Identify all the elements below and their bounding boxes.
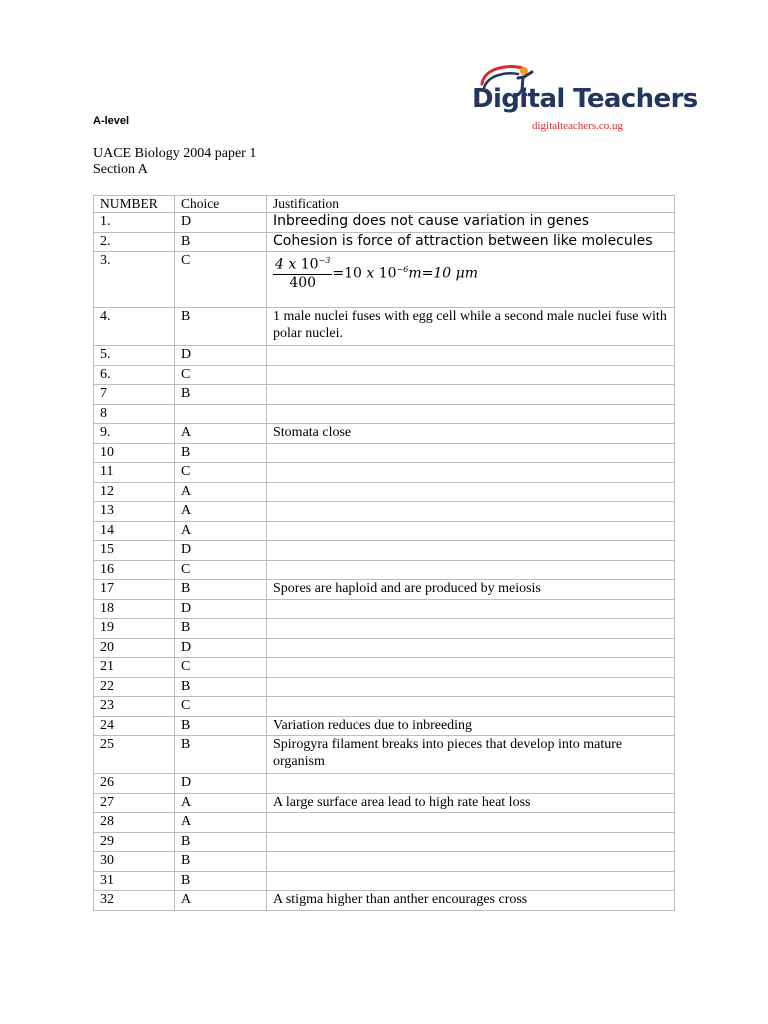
row-justification [267,774,675,794]
row-number: 30 [94,852,175,872]
table-header-row [94,196,675,213]
row-justification: Stomata close [267,424,675,444]
table-row [94,463,675,483]
table-row [94,774,675,794]
row-number: 6. [94,365,175,385]
row-number: 14 [94,521,175,541]
row-number: 12 [94,482,175,502]
row-choice: B [175,832,267,852]
row-justification [267,813,675,833]
table-row [94,232,675,252]
row-choice: C [175,463,267,483]
row-choice: B [175,852,267,872]
row-number: 9. [94,424,175,444]
table-row [94,404,675,424]
row-choice: A [175,424,267,444]
row-justification [267,599,675,619]
table-row [94,252,675,308]
table-row [94,385,675,405]
row-justification [267,619,675,639]
row-number: 23 [94,697,175,717]
row-justification [267,677,675,697]
table-row [94,832,675,852]
row-number: 29 [94,832,175,852]
row-number: 18 [94,599,175,619]
row-choice [175,404,267,424]
answers-body [94,213,675,911]
row-choice: B [175,385,267,405]
document-title [93,146,256,178]
row-justification [267,365,675,385]
table-row [94,677,675,697]
row-number: 28 [94,813,175,833]
row-justification [267,443,675,463]
table-row [94,424,675,444]
table-row [94,541,675,561]
row-justification: Variation reduces due to inbreeding [267,716,675,736]
row-number: 27 [94,793,175,813]
table-row [94,521,675,541]
table-row [94,443,675,463]
row-choice: B [175,580,267,600]
header-choice: Choice [175,196,267,213]
row-justification [267,482,675,502]
row-number: 17 [94,580,175,600]
table-row [94,736,675,774]
row-justification [267,871,675,891]
level-label: A-level [93,115,130,127]
table-row [94,346,675,366]
table-row [94,716,675,736]
table-row [94,599,675,619]
row-justification [267,658,675,678]
table-row [94,560,675,580]
table-row [94,852,675,872]
row-choice: A [175,891,267,911]
formula-numerator: 4 x $10^{-3}$ [273,252,332,275]
row-choice: A [175,502,267,522]
row-choice: D [175,346,267,366]
row-choice: B [175,716,267,736]
row-number: 11 [94,463,175,483]
row-justification [267,697,675,717]
row-justification [267,852,675,872]
row-number: 16 [94,560,175,580]
table-row [94,580,675,600]
row-justification: Spores are haploid and are produced by meiosis [267,580,675,600]
row-choice: C [175,365,267,385]
row-choice: C [175,560,267,580]
row-justification: A stigma higher than anther encourages cross [267,891,675,911]
row-justification [267,832,675,852]
row-justification: Spirogyra filament breaks into pieces that develop into mature organism [267,736,675,774]
row-choice: B [175,871,267,891]
row-number: 2. [94,232,175,252]
table-row [94,697,675,717]
table-row [94,871,675,891]
row-number: 19 [94,619,175,639]
row-justification [267,385,675,405]
row-justification: 1 male nuclei fuses with egg cell while a second male nuclei fuse with polar nuclei. [267,308,675,346]
row-justification [267,560,675,580]
row-choice: A [175,813,267,833]
table-row [94,213,675,233]
row-number: 10 [94,443,175,463]
header-number: NUMBER [94,196,175,213]
title-line-2: Section A [93,162,148,177]
table-row [94,813,675,833]
row-choice: D [175,213,267,233]
header-justification: Justification [267,196,675,213]
row-choice: B [175,619,267,639]
row-justification [267,252,675,308]
title-line-1: UACE Biology 2004 paper 1 [93,146,257,161]
row-number: 21 [94,658,175,678]
row-justification [267,346,675,366]
formula-result: =10 x $10^{-6}m=10$ μm [332,265,478,282]
row-choice: B [175,677,267,697]
table-row [94,365,675,385]
row-choice: B [175,308,267,346]
row-choice: D [175,774,267,794]
table-row [94,308,675,346]
row-number: 5. [94,346,175,366]
table-row [94,502,675,522]
row-choice: A [175,793,267,813]
row-choice: A [175,482,267,502]
row-choice: B [175,443,267,463]
row-number: 25 [94,736,175,774]
table-row [94,638,675,658]
row-choice: C [175,252,267,308]
row-choice: A [175,521,267,541]
table-row [94,793,675,813]
row-number: 31 [94,871,175,891]
row-justification [267,463,675,483]
row-choice: D [175,638,267,658]
row-number: 22 [94,677,175,697]
row-choice: C [175,697,267,717]
row-justification [267,521,675,541]
row-number: 4. [94,308,175,346]
row-number: 15 [94,541,175,561]
row-choice: C [175,658,267,678]
row-number: 1. [94,213,175,233]
table-row [94,891,675,911]
row-number: 20 [94,638,175,658]
row-justification [267,404,675,424]
row-choice: D [175,599,267,619]
formula-denominator: 400 [289,274,317,291]
row-justification: A large surface area lead to high rate heat loss [267,793,675,813]
row-justification: Cohesion is force of attraction between like molecules [267,232,675,252]
row-choice: D [175,541,267,561]
table-row [94,482,675,502]
row-justification [267,541,675,561]
digital-teachers-logo [472,62,698,136]
row-choice: B [175,232,267,252]
row-number: 13 [94,502,175,522]
row-number: 32 [94,891,175,911]
row-number: 7 [94,385,175,405]
row-justification [267,638,675,658]
answers-table [93,195,675,911]
row-justification: Inbreeding does not cause variation in genes [267,213,675,233]
row-justification [267,502,675,522]
row-choice: B [175,736,267,774]
row-number: 26 [94,774,175,794]
table-row [94,619,675,639]
table-row [94,658,675,678]
row-number: 8 [94,404,175,424]
formula-fraction [273,252,332,292]
row-number: 24 [94,716,175,736]
logo-url: digitalteachers.co.ug [532,120,624,132]
row-number: 3. [94,252,175,308]
logo-wordmark: Digital Teachers [472,84,698,114]
